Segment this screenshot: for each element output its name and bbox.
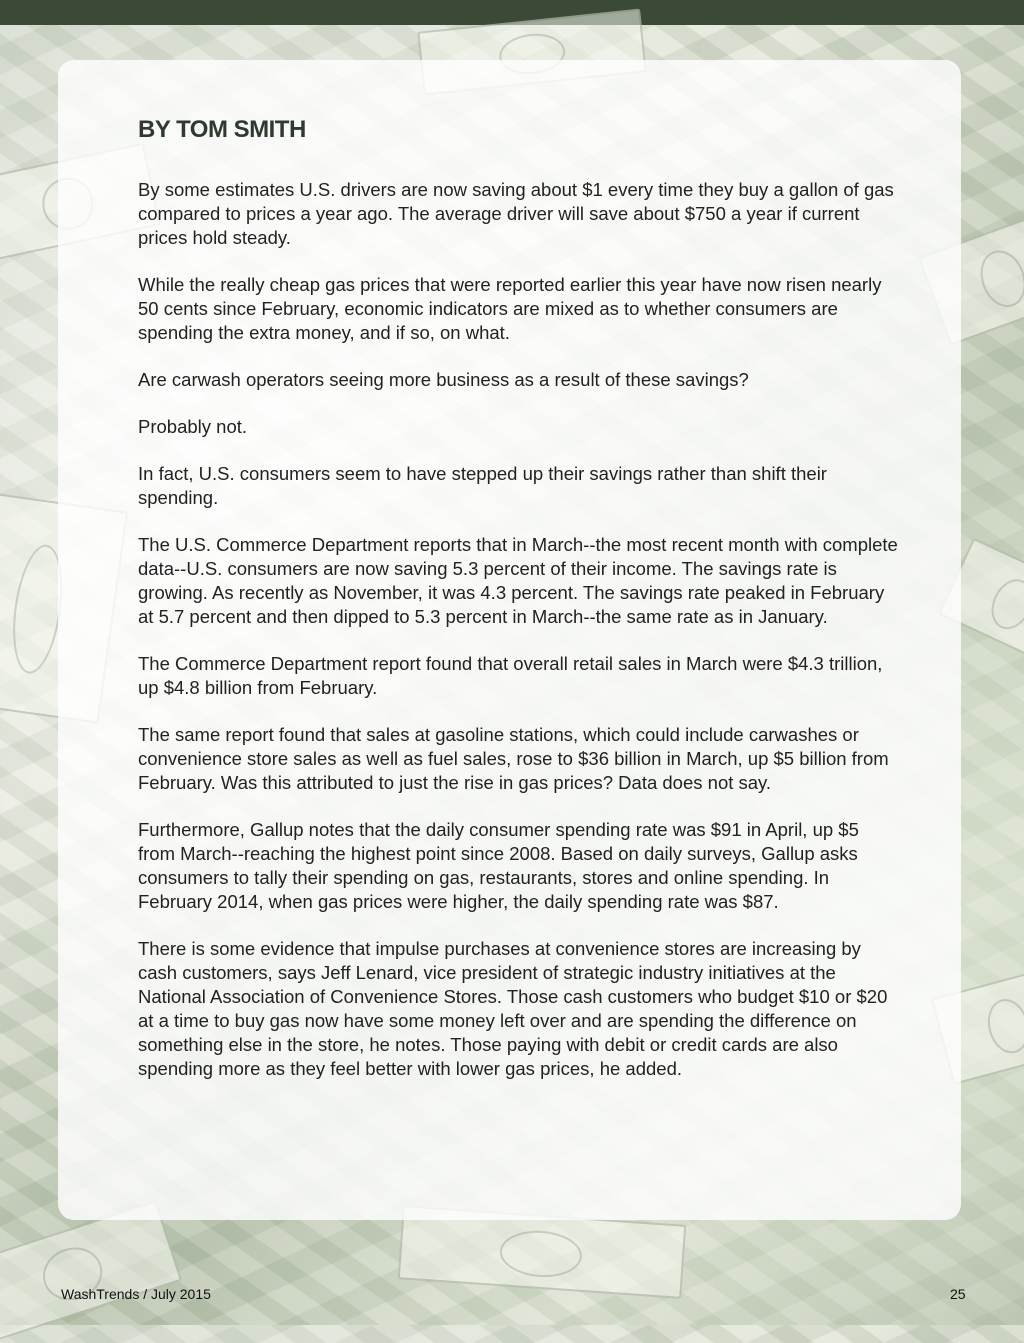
paragraph: The Commerce Department report found that overall retail sales in March were $4.3 trillion, up $4.8 billion from February. [138,653,883,698]
paragraph: By some estimates U.S. drivers are now saving about $1 every time they buy a gallon of gas compared to prices a year ago. The average driver will save about $750 a year if current prices hold steady. [138,179,894,248]
paragraph: The U.S. Commerce Department reports that in March--the most recent month with complete data--U.S. consumers are now saving 5.3 percent of their income. The savings rate is growing. As recently as November, it was 4.3 percent. The savings rate peaked in February at 5.7 percent and then dipped to 5.3 percent in March--the same rate as in January. [138,534,898,627]
byline: BY TOM SMITH [138,116,306,143]
paragraph: While the really cheap gas prices that were reported earlier this year have now risen nearly 50 cents since February, economic indicators are mixed as to whether consumers are spending the extra money, and if so, on what. [138,274,882,343]
paragraph: The same report found that sales at gasoline stations, which could include carwashes or convenience store sales as well as fuel sales, rose to $36 billion in March, up $5 billion from February. Was this attributed to just the rise in gas prices? Data does not say. [138,724,889,793]
paragraph: Furthermore, Gallup notes that the daily consumer spending rate was $91 in April, up $5 from March--reaching the highest point since 2008. Based on daily surveys, Gallup asks consumers to tally their spending on gas, restaurants, stores and online spending. In February 2014, when gas prices were higher, the daily spending rate was $87. [138,819,859,912]
paragraph: In fact, U.S. consumers seem to have stepped up their savings rather than shift their spending. [138,463,827,508]
article-body [138,178,898,1104]
paragraph: Are carwash operators seeing more business as a result of these savings? [138,369,749,390]
page-number: 25 [950,1286,966,1302]
paragraph: Probably not. [138,416,248,437]
paragraph: There is some evidence that impulse purchases at convenience stores are increasing by cash customers, says Jeff Lenard, vice president of strategic industry initiatives at the National Association of Convenience Stores. Those cash customers who budget $10 or $20 at a time to buy gas now have some money left over and are spending the difference on something else in the store, he notes. Those paying with debit or credit cards are also spending more as they feel better with lower gas prices, he added. [138,938,888,1079]
dollar-bill-decoration [0,1201,182,1343]
article-panel [58,60,961,1220]
footer-publication: WashTrends / July 2015 [61,1286,211,1302]
